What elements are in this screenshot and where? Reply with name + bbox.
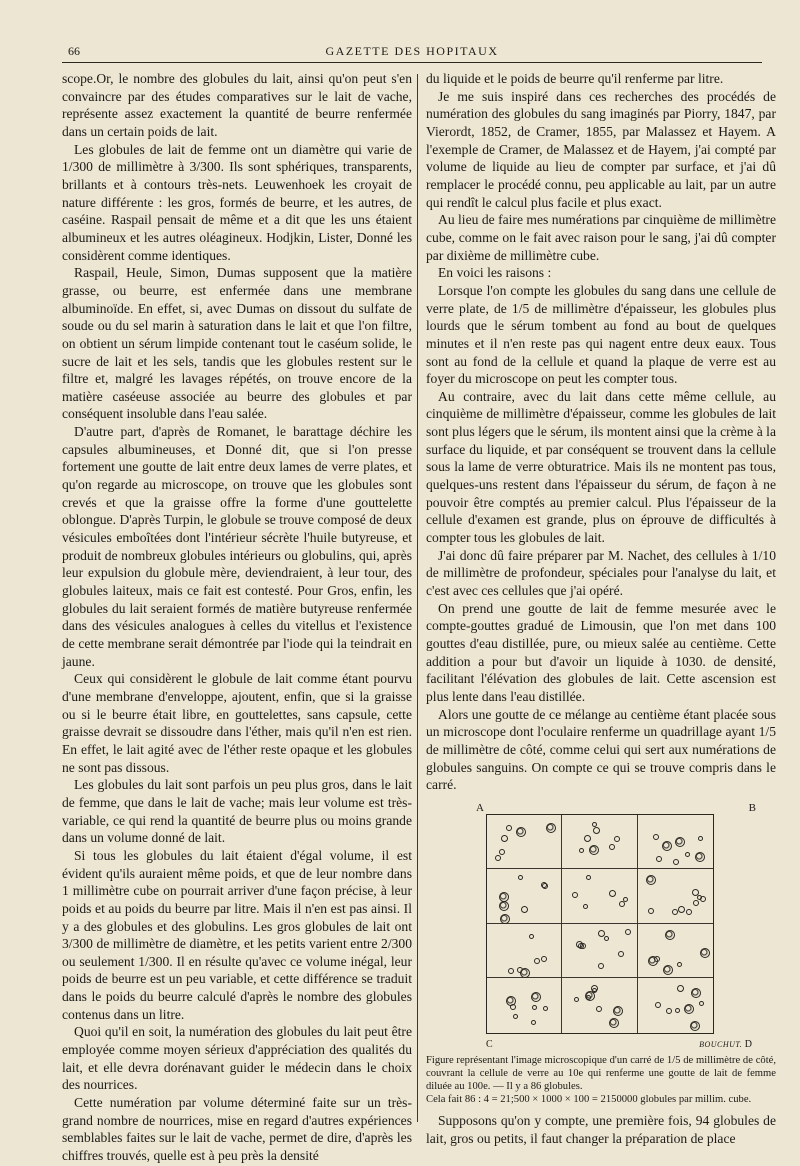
- paragraph: Au lieu de faire mes numérations par cinquième de millimètre cube, comme on le fait avec raison pour le sang, j'ai dû compter par dixième de millimètre cube.: [426, 212, 776, 263]
- milk-globule: [646, 875, 656, 885]
- milk-globule: [618, 951, 624, 957]
- milk-globule: [673, 859, 679, 865]
- page-number: 66: [68, 44, 80, 58]
- milk-globule: [579, 848, 584, 853]
- milk-globule: [609, 844, 615, 850]
- paragraph: On prend une goutte de lait de femme mesurée avec le compte-gouttes gradué de Limousin, que l'on met dans 100 gouttes d'eau distillée, pure, ou mieux salée au centième. Cette addition a pour but d'avoir un liquide à 1030. de densité, facilitant l'élévation des globules de lait. Cette ascension est plus lente dans l'eau distillée.: [426, 600, 776, 704]
- milk-globule: [592, 988, 597, 993]
- caption-line: Cela fait 86 : 4 = 21;500 × 1000 × 100 = 2150000 globules par millim. cube.: [426, 1093, 752, 1105]
- paragraph: En voici les raisons :: [438, 265, 552, 281]
- grid-cell: [638, 924, 713, 979]
- grid-cell: [562, 924, 637, 979]
- paragraph: Les globules de lait de femme ont un diamètre qui varie de 1/300 de millimètre à 3/300. Ils sont sphériques, transparents, brillants et à contours très-nets. Leuwenhoek les croyait de nature différente : les gros, formés de beurre, et les autres, de caséine. Raspail pensait de même et a dit que les uns étaient albumineux et les autres oléagineux. Hodjkin, Lister, Donné les considèrent comme identiques.: [62, 141, 412, 263]
- milk-globule: [531, 1020, 536, 1025]
- milk-globule: [499, 849, 505, 855]
- grid-cell: [487, 869, 562, 924]
- milk-globule: [613, 1006, 623, 1016]
- milk-globule: [531, 992, 541, 1002]
- paragraph: Au contraire, avec du lait dans cette même cellule, au cinquième de millimètre d'épaisseur, comme les globules de lait sont plus légers que le sérum, ils montent ainsi que la crème à la surface du liquide, et par conséquent se trouvent dans la cellule sous la lame de verre obturatrice. Mais ils ne montent pas tous, quelques-uns restent dans l'épaisseur du sérum, de façon à ne pouvoir être comptés au premier calcul. Plus l'épaisseur de la cellule d'examen est grande, plus on éprouve de difficultés à compter tous les globules de lait.: [426, 388, 776, 546]
- milk-globule: [656, 856, 662, 862]
- milk-globule: [510, 1004, 516, 1010]
- milk-globule: [619, 901, 625, 907]
- milk-globule: [691, 988, 701, 998]
- caption-line: Figure représentant l'image microscopique d'un carré de 1/5 de millimètre de côté, couvrant la cellule de verre au 10e qui renferme une goutte de lait de femme diluée au 100e. — Il y a 86 globules.: [426, 1054, 776, 1092]
- milk-globule: [675, 1008, 680, 1013]
- milk-globule: [516, 827, 526, 837]
- milk-globule: [666, 1008, 672, 1014]
- milk-globule: [589, 845, 599, 855]
- milk-globule: [625, 929, 631, 935]
- milk-globule: [578, 943, 584, 949]
- milk-globule: [609, 1018, 619, 1028]
- milk-globule: [586, 875, 591, 880]
- grid-cell: [487, 978, 562, 1033]
- milk-globule: [513, 1014, 518, 1019]
- milk-globule: [541, 882, 547, 888]
- paragraph: D'autre part, d'après de Romanet, le barattage déchire les capsules albumineuses, et Donné dit, que si l'on presse fortement une goutte de lait entre deux lames de verre plates, et qu'on regarde au microscope, on trouve que les globules sont crevés et que la graisse offre la forme d'une gouttelette oblongue. D'après Turpin, le globule se trouve composé de deux vésicules emboîtées dont l'intérieur sécrète l'huile butyreuse, et produit de nombreux globules intérieurs ou globulins, qui, après leur expulsion du globule mère, deviendraient, à leur tour, des globules laiteux, mais ce fait est contesté. Pour Gros, enfin, les globules du lait seraient formés de matière butyreuse renfermée dans des vésicules analogues à celles du vitellus et l'existence de cette membrane serait démontrée par l'iode qui la teindrait en jaune.: [62, 424, 412, 669]
- paragraph: Raspail, Heule, Simon, Dumas supposent que la matière grasse, ou beurre, est enfermée dans une membrane albuminoïde. En effet, si, avec Dumas on dissout du sulfate de soude ou du sel marin à saturation dans le lait et que l'on filtre, on obtient un sérum limpide contenant tout le caséum solide, le sucre de lait et les sels, tandis que les globules restent sur le filtre et, malgré les lavages répétés, on trouve encore de la matière caséeuse associée au beurre des globules et par conséquent insoluble dans l'eau salée.: [62, 265, 412, 422]
- paragraph: Si tous les globules du lait étaient d'égal volume, il est évident qu'ils auraient même poids, et que de leur nombre dans 1 millimètre cube on pourrait arriver d'une façon précise, à leur poids et au poids du beurre par litre. Mais il n'en est pas ainsi. Il y a des globules et des globulins. Les gros globules de lait ont 3/300 de millimètre de diamètre, et les petits varient entre 2/300 ou seulement 1/300. Il en résulte qu'avec ce volume inégal, leur poids de beurre est un peu variable, et cette différence se traduit dans le poids du beurre calculé d'après le nombre des globules contenus dans un litre.: [62, 847, 412, 1022]
- milk-globule: [508, 968, 514, 974]
- milk-globule: [700, 948, 710, 958]
- figure-bottom-labels: [426, 1034, 776, 1050]
- grid-cell: [562, 815, 637, 870]
- milk-globule: [520, 968, 530, 978]
- milk-globule: [677, 962, 682, 967]
- milk-globule: [532, 1005, 537, 1010]
- milk-globule: [662, 841, 672, 851]
- microscope-figure: [426, 800, 776, 1106]
- microscope-grid: [486, 814, 714, 1034]
- milk-globule: [685, 852, 690, 857]
- milk-globule: [655, 1002, 661, 1008]
- figure-label-c: C: [486, 1038, 493, 1050]
- milk-globule: [653, 834, 659, 840]
- milk-globule: [609, 890, 616, 897]
- grid-cell: [562, 978, 637, 1033]
- milk-globule: [663, 965, 673, 975]
- milk-globule: [675, 837, 685, 847]
- column-divider: [417, 74, 418, 1122]
- paragraph: Alors une goutte de ce mélange au centième étant placée sous un microscope dont l'oculaire renferme un quadrillage ayant 1/5 de millimètre de côté, comme celui qui sert aux numérations de globules sanguins. On compte ce qui se trouve compris dans le carré.: [426, 706, 776, 793]
- milk-globule: [534, 958, 540, 964]
- milk-globule: [614, 836, 620, 842]
- figure-label-b: B: [748, 801, 756, 814]
- milk-globule: [596, 1006, 602, 1012]
- milk-globule: [604, 936, 609, 941]
- figure-caption: [426, 1054, 776, 1106]
- milk-globule: [572, 892, 578, 898]
- grid-cell: [487, 815, 562, 870]
- milk-globule: [499, 892, 509, 902]
- figure-label-a: A: [476, 801, 484, 814]
- milk-globule: [546, 823, 556, 833]
- milk-globule: [501, 835, 508, 842]
- paragraph: Ceux qui considèrent le globule de lait comme étant pourvu d'une membrane d'enveloppe, ajoutent, enfin, que si la graisse ou si le beurre était libre, en gouttelettes, sans capsule, cette graisse devrait se dissoudre dans l'éther, mais qu'il n'en est rien. En effet, le lait agité avec de l'éther reste opaque et les globules ne sont pas dissous.: [62, 671, 412, 775]
- paragraph: Je me suis inspiré dans ces recherches des procédés de numération des globules du sang imaginés par Piorry, 1847, par Vierordt, 1852, de Cramer, 1855, par Malassez et Hayem. A l'exemple de Cramer, de Malassez et de Hayem, j'ai compté par volume de liquide au lieu de compter par surface, et j'ai dû remplacer le procédé connu, peu applicable au lait, par un autre qui rendît le calcul plus facile et plus exact.: [426, 88, 776, 210]
- milk-globule: [686, 909, 692, 915]
- milk-globule: [677, 985, 684, 992]
- milk-globule: [592, 822, 597, 827]
- milk-globule: [541, 956, 547, 962]
- milk-globule: [684, 1004, 694, 1014]
- milk-globule: [543, 1006, 548, 1011]
- engraver-signature: BOUCHUT.: [699, 1039, 743, 1049]
- milk-globule: [584, 835, 591, 842]
- paragraph: du liquide et le poids de beurre qu'il renferme par litre.: [426, 71, 724, 86]
- milk-globule: [678, 906, 685, 913]
- paragraph: J'ai donc dû faire préparer par M. Nachet, des cellules à 1/10 de millimètre de profondeur, spéciales pour l'analyse du lait, et c'est avec ces cellules que j'ai opéré.: [426, 547, 776, 599]
- milk-globule: [695, 852, 705, 862]
- milk-globule: [518, 875, 523, 880]
- milk-globule: [665, 930, 675, 940]
- grid-cell: [638, 978, 713, 1033]
- milk-globule: [690, 1021, 700, 1031]
- paragraph: Supposons qu'on y compte, une première fois, 94 globules de lait, gros ou petits, il faut changer la préparation de place: [426, 1112, 776, 1146]
- milk-globule: [698, 836, 703, 841]
- milk-globule: [499, 901, 509, 911]
- page-header: [62, 36, 762, 63]
- grid-cell: [487, 924, 562, 979]
- milk-globule: [521, 906, 528, 913]
- right-column: [426, 70, 776, 1147]
- paragraph: Quoi qu'il en soit, la numération des globules du lait peut être employée comme moyen sérieux d'appréciation des qualités du lait, et elle devra dorénavant guider le médecin dans le choix des nourrices.: [62, 1024, 412, 1093]
- grid-cell: [638, 815, 713, 870]
- paragraph: scope.Or, le nombre des globules du lait, ainsi qu'on peut s'en convaincre par des études comparatives sur le lait de vache, représente assez exactement la quantité de beurre renfermée dans un certain poids de lait.: [62, 71, 412, 139]
- milk-globule: [506, 825, 512, 831]
- figure-top-labels: [426, 800, 776, 814]
- milk-globule: [593, 827, 600, 834]
- left-column: [62, 70, 412, 1165]
- milk-globule: [654, 956, 660, 962]
- paragraph: Les globules du lait sont parfois un peu plus gros, dans le lait de femme, que dans le lait de vache; mais leur volume est très-variable, ce qui rend la quantité de beurre plus ou moins grande dans un volume donné de lait.: [62, 777, 412, 846]
- milk-globule: [648, 908, 654, 914]
- paragraph: Cette numération par volume déterminé faite sur un très-grand nombre de nourrices, mise en regard d'autres expériences semblables faites sur le lait de vache, permet de dire, d'après les chiffres trouvés, quelle est à peu près la densité: [62, 1095, 412, 1164]
- grid-cell: [562, 869, 637, 924]
- grid-cell: [638, 869, 713, 924]
- milk-globule: [583, 904, 588, 909]
- milk-globule: [529, 934, 534, 939]
- milk-globule: [697, 895, 702, 900]
- milk-globule: [500, 914, 510, 924]
- journal-title: GAZETTE DES HOPITAUX: [325, 44, 499, 58]
- milk-globule: [574, 997, 579, 1002]
- milk-globule: [699, 1001, 704, 1006]
- milk-globule: [495, 855, 501, 861]
- figure-label-d: D: [744, 1038, 752, 1050]
- milk-globule: [693, 900, 699, 906]
- paragraph: Lorsque l'on compte les globules du sang dans une cellule de verre plate, de 1/5 de millimètre d'épaisseur, les globules plus lourds que le sérum tombent au fond au bout de quelques minutes et il n'en reste pas qui nagent entre deux eaux. Tous sont au fond de la cellule et quand la plaque de verre est au foyer du microscope on peut les compter tous.: [426, 282, 776, 387]
- milk-globule: [598, 963, 604, 969]
